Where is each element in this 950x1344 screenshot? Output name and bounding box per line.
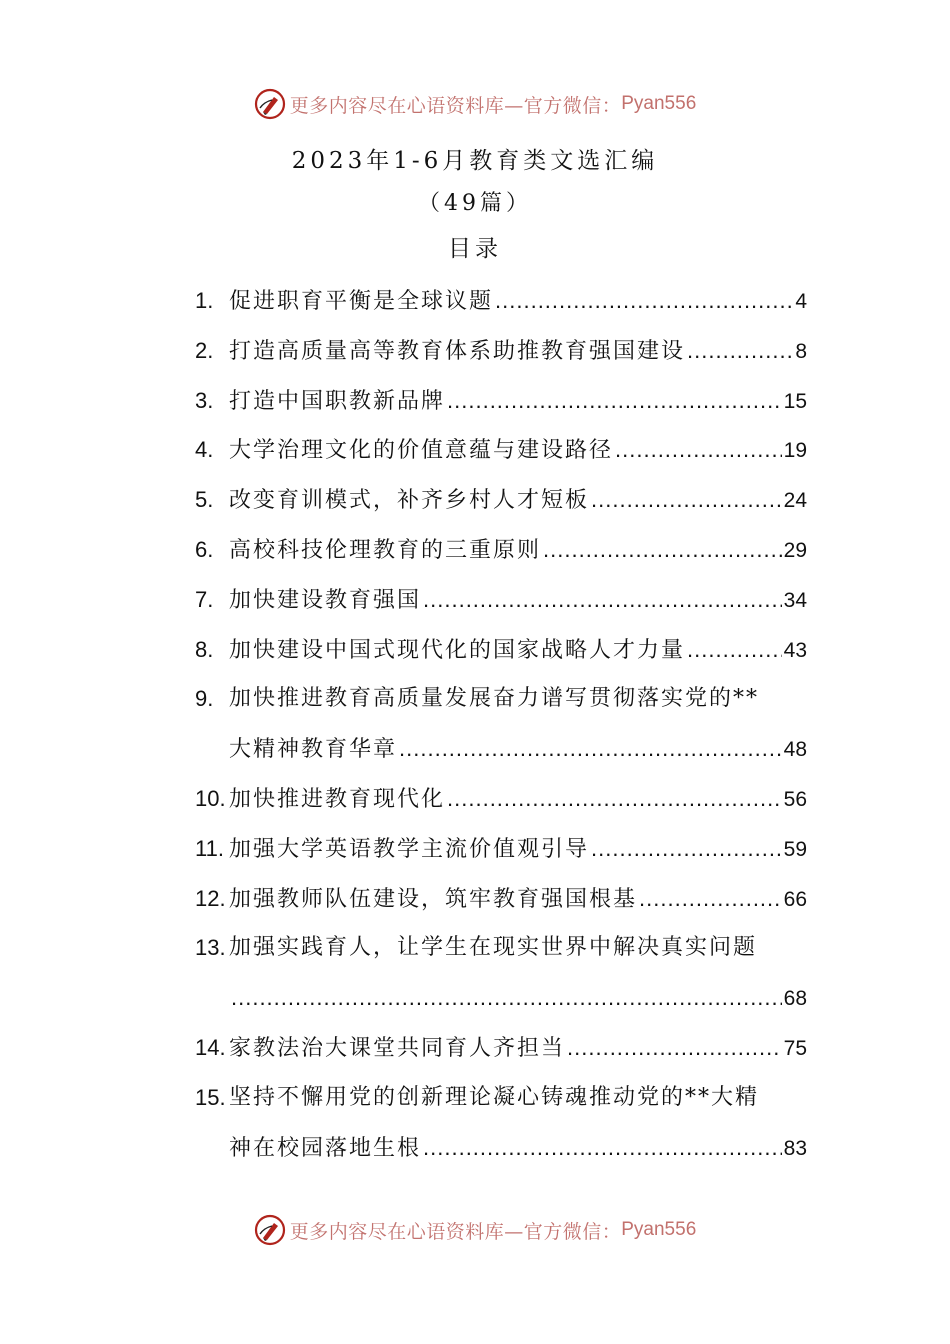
toc-entry-title: 加强教师队伍建设，筑牢教育强国根基	[229, 886, 638, 912]
dot-leader	[687, 326, 793, 376]
toc-entry-title: 加强大学英语教学主流价值观引导	[229, 836, 590, 862]
toc-entry-title: 促进职育平衡是全球议题	[229, 289, 494, 314]
toc-entry[interactable]	[195, 774, 807, 824]
toc-entry-title: 加快推进教育高质量发展奋力谱写贯彻落实党的**	[229, 686, 760, 712]
toc-entry-number: 1.	[195, 288, 214, 313]
toc-entry[interactable]	[195, 326, 807, 376]
toc-entry[interactable]	[195, 874, 807, 924]
dot-leader	[543, 525, 782, 575]
dot-leader	[447, 376, 782, 426]
toc-entry[interactable]	[195, 575, 807, 625]
toc-entry-title: 改变育训模式，补齐乡村人才短板	[229, 488, 590, 514]
toc-entry-page: 66	[783, 887, 807, 911]
toc-entry[interactable]	[195, 1023, 807, 1073]
table-of-contents	[195, 276, 807, 1172]
toc-entry-number: 11.	[195, 835, 224, 861]
toc-entry-number: 12.	[195, 885, 226, 911]
footer-banner	[0, 1212, 950, 1248]
banner-wechat-id: Pyan556	[621, 1219, 697, 1240]
dot-leader	[399, 724, 782, 774]
toc-entry-page: 29	[783, 538, 807, 562]
toc-entry[interactable]	[195, 425, 807, 475]
toc-entry-page: 15	[783, 389, 807, 413]
toc-entry-page: 83	[783, 1136, 807, 1160]
toc-entry-page: 19	[783, 439, 807, 463]
dot-leader	[447, 774, 782, 824]
toc-entry-title: 大学治理文化的价值意蕴与建设路径	[229, 438, 614, 464]
banner-wechat-id: Pyan556	[621, 93, 697, 114]
toc-entry-title: 家教法治大课堂共同育人齐担当	[229, 1035, 566, 1061]
toc-entry-title: 加快建设教育强国	[229, 587, 422, 613]
dot-leader	[423, 575, 782, 625]
toc-entry-number: 10.	[195, 785, 226, 811]
dot-leader	[687, 625, 782, 675]
toc-entry-number: 5.	[195, 487, 214, 513]
header-banner	[0, 86, 950, 122]
toc-entry[interactable]	[195, 625, 807, 675]
toc-entry-number: 7.	[195, 586, 214, 612]
toc-entry-page: 48	[783, 738, 807, 762]
toc-entry-page: 75	[783, 1036, 807, 1060]
toc-entry-page: 59	[783, 837, 807, 861]
toc-entry[interactable]	[195, 824, 807, 874]
dot-leader	[615, 425, 782, 475]
toc-entry[interactable]	[195, 376, 807, 426]
toc-entry-page: 68	[783, 987, 807, 1011]
dot-leader	[231, 973, 782, 1023]
toc-entry[interactable]	[195, 1073, 807, 1173]
banner-text: 更多内容尽在心语资料库—官方微信：	[289, 94, 622, 117]
toc-entry[interactable]	[195, 276, 807, 326]
toc-entry-number: 2.	[195, 337, 214, 363]
toc-entry-title: 加快建设中国式现代化的国家战略人才力量	[229, 637, 686, 663]
toc-entry-number: 15.	[195, 1084, 226, 1110]
dot-leader	[591, 824, 782, 874]
toc-entry-title-continued: 神在校园落地生根	[229, 1135, 422, 1161]
toc-entry-page: 34	[783, 588, 807, 612]
toc-entry-title: 高校科技伦理教育的三重原则	[229, 537, 542, 563]
dot-leader	[495, 276, 793, 326]
toc-entry[interactable]	[195, 674, 807, 774]
toc-entry-title-continued: 大精神教育华章	[229, 737, 398, 763]
toc-entry-title: 加快推进教育现代化	[229, 786, 446, 812]
toc-entry-title: 打造高质量高等教育体系助推教育强国建设	[229, 338, 686, 364]
toc-entry-number: 3.	[195, 387, 214, 413]
dot-leader	[423, 1123, 782, 1173]
toc-entry-page: 56	[783, 787, 807, 811]
toc-entry[interactable]	[195, 475, 807, 525]
toc-entry-number: 13.	[195, 935, 226, 961]
toc-entry-title: 加强实践育人，让学生在现实世界中解决真实问题	[229, 935, 758, 961]
toc-entry-title: 坚持不懈用党的创新理论凝心铸魂推动党的**大精	[229, 1084, 760, 1110]
dot-leader	[591, 475, 782, 525]
toc-entry-page: 43	[783, 638, 807, 662]
toc-entry-number: 9.	[195, 686, 214, 712]
toc-entry[interactable]	[195, 525, 807, 575]
toc-entry[interactable]	[195, 923, 807, 1023]
dot-leader	[639, 874, 782, 924]
toc-heading: 目录	[448, 236, 502, 262]
pen-logo-icon	[254, 1214, 286, 1246]
document-subtitle: （49篇）	[418, 191, 532, 216]
toc-entry-number: 14.	[195, 1034, 226, 1060]
dot-leader	[567, 1023, 782, 1073]
toc-entry-number: 8.	[195, 636, 214, 662]
banner-text: 更多内容尽在心语资料库—官方微信：	[289, 1220, 622, 1243]
toc-entry-page: 8	[795, 339, 807, 363]
document-title: 2023年1-6月教育类文选汇编	[291, 148, 659, 174]
toc-entry-number: 4.	[195, 437, 214, 463]
toc-entry-page: 4	[795, 290, 807, 313]
toc-entry-page: 24	[783, 489, 807, 513]
pen-logo-icon	[254, 88, 286, 120]
toc-entry-title: 打造中国职教新品牌	[229, 388, 446, 414]
toc-entry-number: 6.	[195, 536, 214, 562]
